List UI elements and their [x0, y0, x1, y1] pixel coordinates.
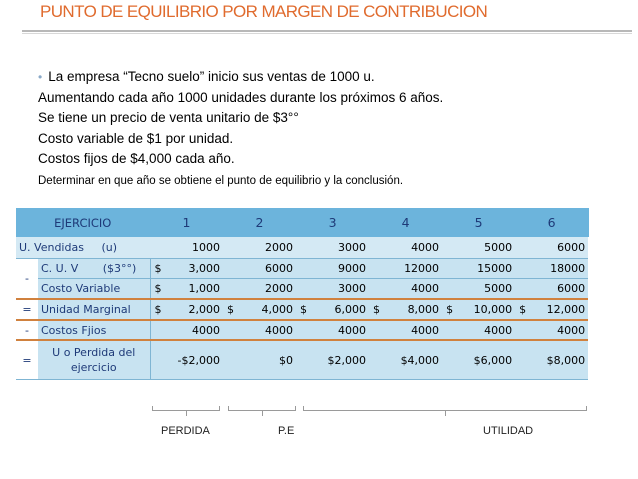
question-line: Determinar en que año se obtiene el punto de equilibrio y la conclusión. — [38, 175, 404, 187]
title-underline — [22, 30, 632, 32]
header-ejercicio: EJERCICIO — [16, 208, 150, 237]
operator-equals: = — [16, 340, 38, 380]
cell: 3,000 — [164, 259, 223, 279]
cell: 6,000 — [310, 299, 369, 320]
currency-sign: $ — [150, 299, 164, 320]
header-year: 3 — [296, 208, 369, 237]
table-row-fixed-costs — [16, 320, 588, 340]
statement-line-3: Se tiene un precio de venta unitario de $3°° — [38, 110, 299, 125]
cell: 6000 — [223, 259, 296, 279]
row-label-margin: Unidad Marginal — [38, 299, 150, 320]
cell: 6000 — [515, 237, 588, 259]
cell: 5000 — [442, 237, 515, 259]
currency-sign: $ — [150, 259, 164, 279]
table-header-row — [16, 208, 588, 237]
cell: $2,000 — [296, 340, 369, 380]
currency-sign: $ — [223, 299, 237, 320]
cell: 4000 — [369, 279, 442, 300]
row-label-variable-cost: Costo Variable — [38, 279, 150, 300]
table-row-result — [16, 340, 588, 380]
cell: 6000 — [515, 279, 588, 300]
cell: 1,000 — [164, 279, 223, 300]
statement-line-2: Aumentando cada año 1000 unidades durante los próximos 6 años. — [38, 90, 444, 105]
cell: 8,000 — [383, 299, 442, 320]
row-label-result: U o Perdida del ejercicio — [38, 340, 150, 380]
cell: $0 — [223, 340, 296, 380]
break-even-label: P.E — [278, 425, 295, 437]
statement-line-1: • La empresa “Tecno suelo” inicio sus ventas de 1000 u. — [38, 69, 375, 84]
title-underline-shadow — [22, 33, 632, 34]
table-row-margin — [16, 299, 588, 320]
page-title: PUNTO DE EQUILIBRIO POR MARGEN DE CONTRIBUCION — [40, 2, 488, 21]
loss-brace — [152, 406, 220, 411]
statement-line-5: Costos fijos de $4,000 cada año. — [38, 151, 235, 166]
cell: 4000 — [150, 320, 223, 340]
cell: 2000 — [223, 279, 296, 300]
cell: 9000 — [296, 259, 369, 279]
cell: 2000 — [223, 237, 296, 259]
operator-equals: = — [16, 299, 38, 320]
cell: 3000 — [296, 237, 369, 259]
row-label-fixed-costs: Costos Fjios — [38, 320, 150, 340]
currency-sign: $ — [442, 299, 456, 320]
cell: 4000 — [369, 320, 442, 340]
cell: 4000 — [369, 237, 442, 259]
cell: -$2,000 — [150, 340, 223, 380]
cell: 4000 — [223, 320, 296, 340]
cell: 15000 — [442, 259, 515, 279]
operator-minus: - — [16, 259, 38, 300]
cell: 12000 — [369, 259, 442, 279]
cell: 12,000 — [529, 299, 588, 320]
currency-sign: $ — [515, 299, 529, 320]
header-year: 1 — [150, 208, 223, 237]
header-year: 6 — [515, 208, 588, 237]
cell: 4000 — [515, 320, 588, 340]
cell: $4,000 — [369, 340, 442, 380]
currency-sign: $ — [150, 279, 164, 300]
cell: 4,000 — [237, 299, 296, 320]
cell: $6,000 — [442, 340, 515, 380]
operator-minus: - — [16, 320, 38, 340]
profit-brace — [303, 406, 587, 411]
row-label-units: U. Vendidas (u) — [16, 237, 150, 259]
cell: 3000 — [296, 279, 369, 300]
statement-line-4: Costo variable de $1 por unidad. — [38, 131, 234, 146]
currency-sign: $ — [369, 299, 383, 320]
cell: 1000 — [150, 237, 223, 259]
cell: 18000 — [515, 259, 588, 279]
row-label-price: C. U. V ($3°°) — [38, 259, 150, 279]
cell: 2,000 — [164, 299, 223, 320]
header-year: 2 — [223, 208, 296, 237]
bullet-icon: • — [38, 70, 43, 84]
pe-brace — [228, 406, 296, 411]
loss-label: PERDIDA — [161, 425, 210, 437]
profit-label: UTILIDAD — [483, 425, 534, 437]
table-row-units — [16, 237, 588, 259]
cell: 5000 — [442, 279, 515, 300]
currency-sign: $ — [296, 299, 310, 320]
table-row-price — [16, 259, 588, 279]
header-year: 4 — [369, 208, 442, 237]
header-year: 5 — [442, 208, 515, 237]
cell: $8,000 — [515, 340, 588, 380]
break-even-table — [16, 208, 589, 380]
cell: 10,000 — [456, 299, 515, 320]
table-row-variable-cost — [16, 279, 588, 300]
cell: 4000 — [296, 320, 369, 340]
cell: 4000 — [442, 320, 515, 340]
